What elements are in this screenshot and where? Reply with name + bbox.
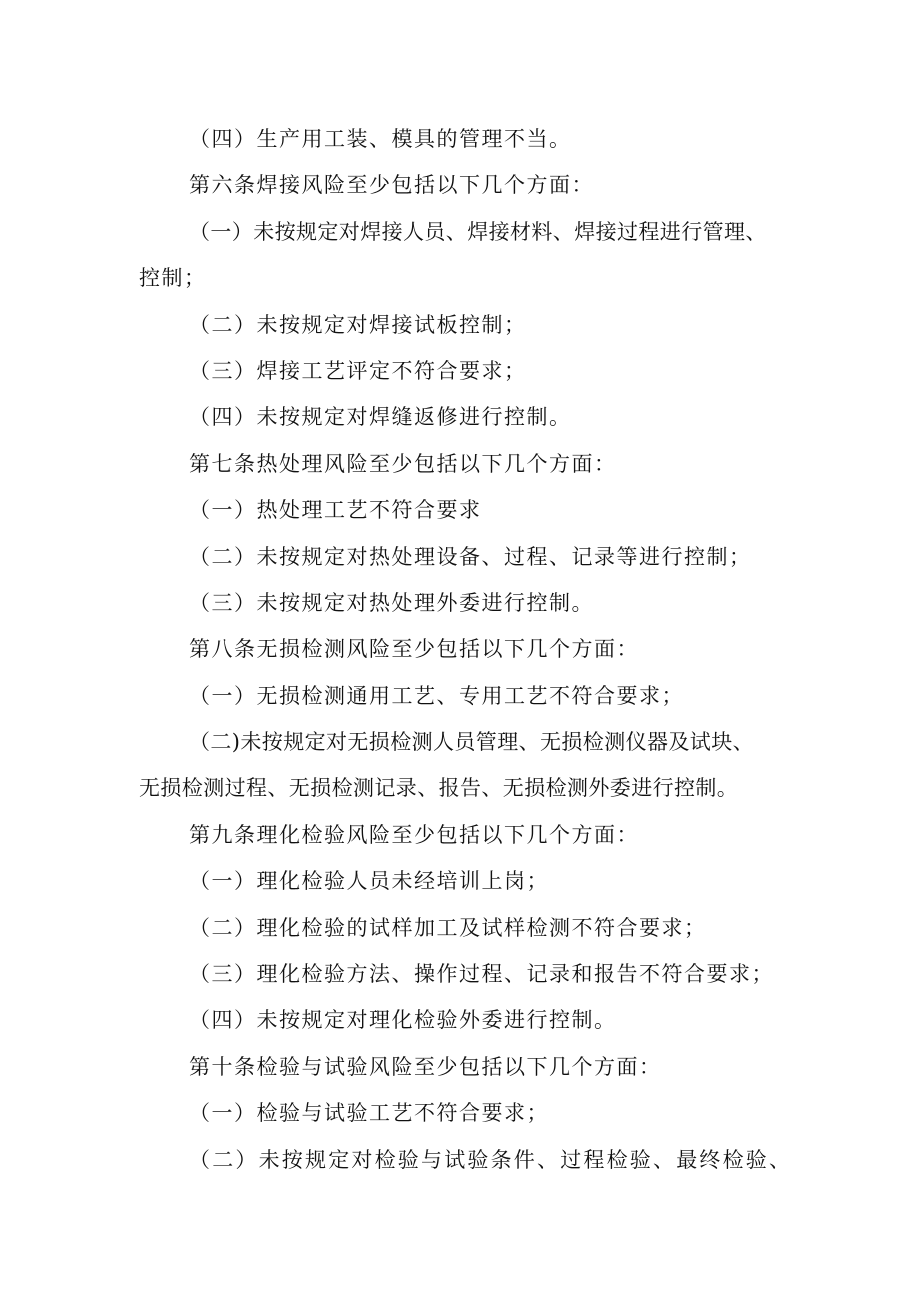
text-line: （二）未按规定对焊接试板控制； <box>189 312 527 337</box>
article-heading: 第十条检验与试验风险至少包括以下几个方面： <box>189 1054 662 1079</box>
article-heading: 第六条焊接风险至少包括以下几个方面： <box>189 173 594 198</box>
article-heading: 第八条无损检测风险至少包括以下几个方面： <box>189 637 639 662</box>
text-line: （一）检验与试验工艺不符合要求； <box>189 1101 549 1126</box>
text-line: （二）未按规定对热处理设备、过程、记录等进行控制； <box>189 544 752 569</box>
article-heading: 第七条热处理风险至少包括以下几个方面： <box>189 451 617 476</box>
document-body <box>139 116 793 1183</box>
text-line: （一）无损检测通用工艺、专用工艺不符合要求； <box>189 683 684 708</box>
text-line: （四）未按规定对理化检验外委进行控制。 <box>189 1008 617 1033</box>
text-line: （二）未按规定对检验与试验条件、过程检验、最终检验、 <box>189 1147 793 1172</box>
text-line: 控制； <box>139 266 207 291</box>
text-line: （四）生产用工装、模具的管理不当。 <box>189 127 572 151</box>
text-line: （一）理化检验人员未经培训上岗； <box>189 869 549 894</box>
text-line: （三）未按规定对热处理外委进行控制。 <box>189 590 594 615</box>
text-line: （二)未按规定对无损检测人员管理、无损检测仪器及试块、 <box>189 730 754 755</box>
text-line: （二）理化检验的试样加工及试样检测不符合要求； <box>189 915 707 940</box>
text-line: （一）未按规定对焊接人员、焊接材料、焊接过程进行管理、 <box>189 219 767 244</box>
text-line: （四）未按规定对焊缝返修进行控制。 <box>189 405 572 430</box>
text-line: （一）热处理工艺不符合要求 <box>189 498 482 523</box>
article-heading: 第九条理化检验风险至少包括以下几个方面： <box>189 822 639 847</box>
text-line: （三）理化检验方法、操作过程、记录和报告不符合要求； <box>189 962 774 987</box>
text-line: 无损检测过程、无损检测记录、报告、无损检测外委进行控制。 <box>139 776 739 801</box>
text-line: （三）焊接工艺评定不符合要求； <box>189 358 527 383</box>
